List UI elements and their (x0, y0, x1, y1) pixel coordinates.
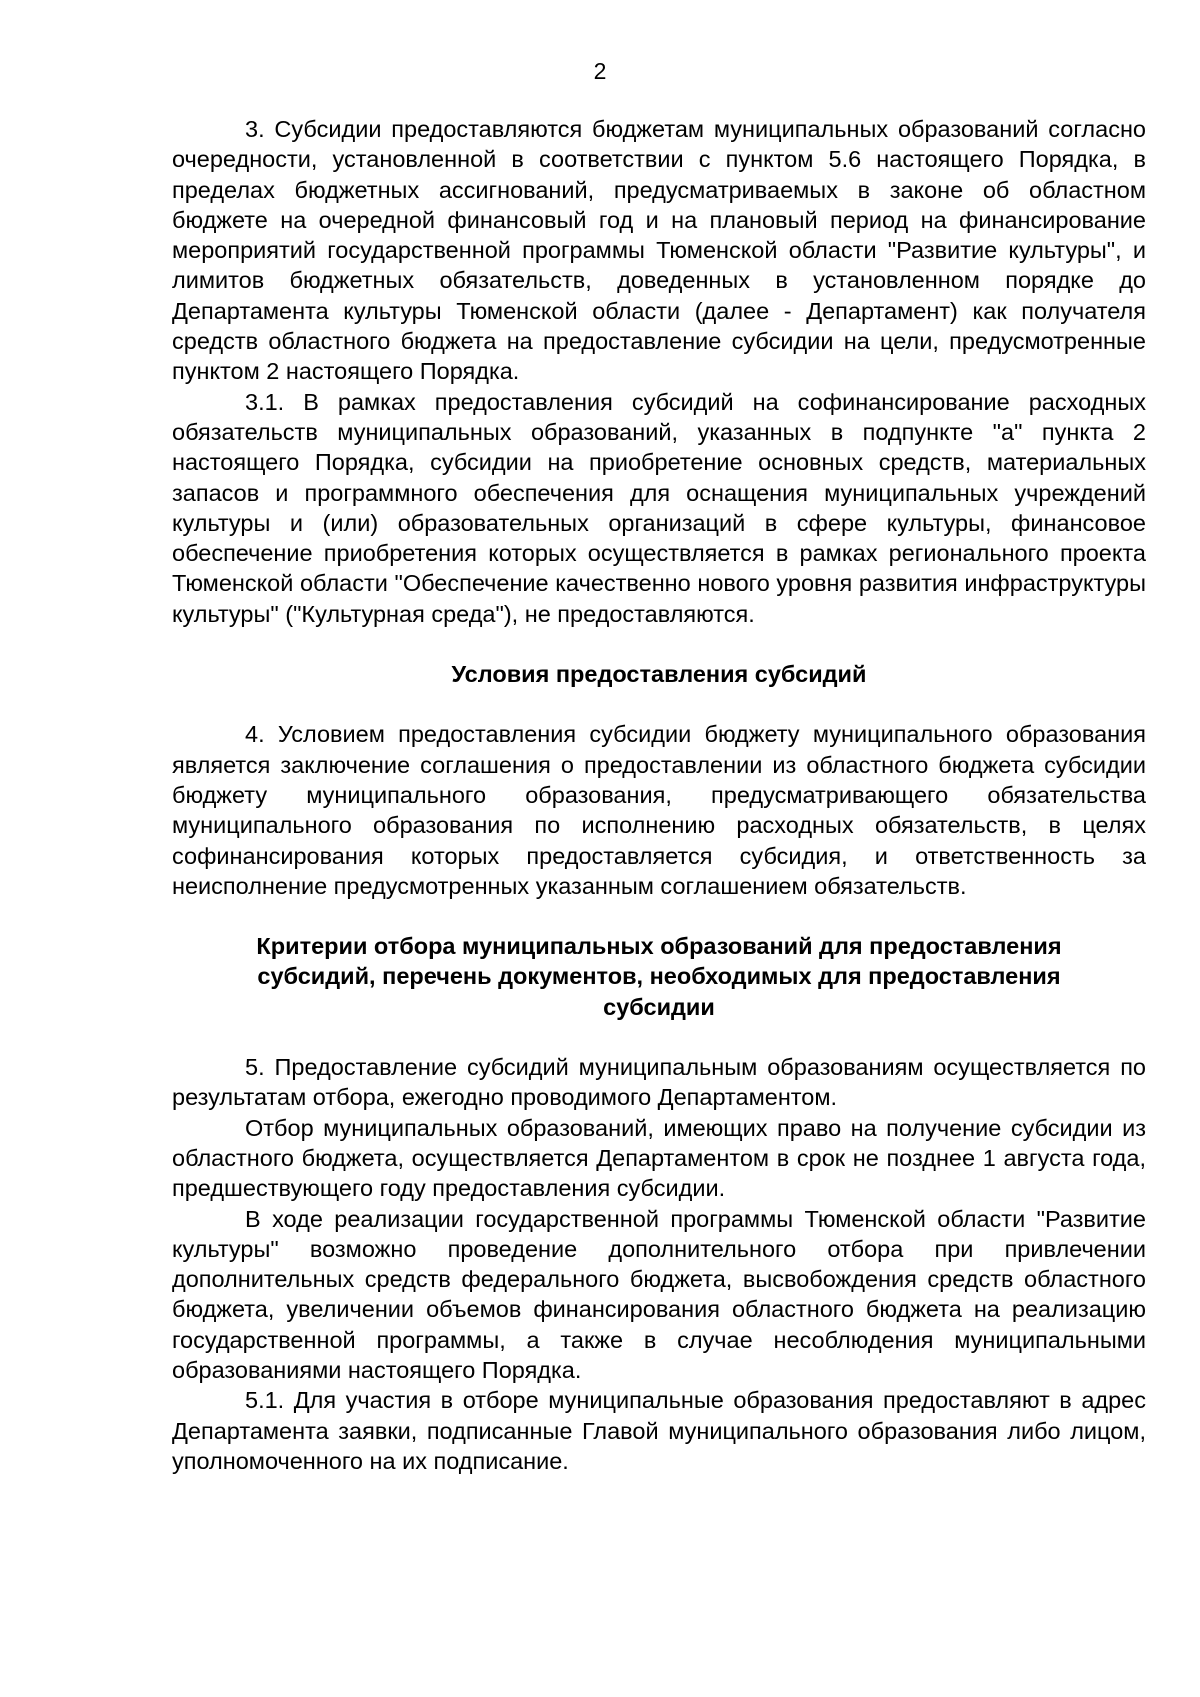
paragraph-5-1: 5.1. Для участия в отборе муниципальные образования предоставляют в адрес Департамента заявки, подписанные Главой муниципального образования либо лицом, уполномоченного на их подписание. (172, 1387, 1146, 1474)
paragraph-5-additional: В ходе реализации государственной программы Тюменской области "Развитие культуры" возможно проведение дополнительного отбора при привлечении дополнительных средств федерального бюджета, высвобождения средств областного бюджета, увеличении объемов финансирования областного бюджета на реализацию государственной программы, а также в случае несоблюдения муниципальными образованиями настоящего Порядка. (172, 1205, 1146, 1383)
heading-conditions: Условия предоставления субсидий (451, 661, 867, 688)
paragraph-5-selection: Отбор муниципальных образований, имеющих право на получение субсидии из областного бюджета, осуществляется Департаментом в срок не позднее 1 августа года, предшествующего году предоставления субсидии. (172, 1114, 1146, 1202)
heading-criteria-line-2: субсидий, перечень документов, необходимых для предоставления (257, 963, 1061, 990)
paragraph-3-1: 3.1. В рамках предоставления субсидий на софинансирование расходных обязательств муниципальных образований, указанных в подпункте "а" пункта 2 настоящего Порядка, субсидии на приобретение основных средств, материальных запасов и программного обеспечения для оснащения муниципальных учреждений культуры и (или) образовательных организаций в сфере культуры, финансовое обеспечение приобретения которых осуществляется в рамках регионального проекта Тюменской области "Обеспечение качественно нового уровня развития инфраструктуры культуры" ("Культурная среда"), не предоставляются. (172, 388, 1146, 627)
paragraph-4: 4. Условием предоставления субсидии бюджету муниципального образования является заключение соглашения о предоставлении из областного бюджета субсидии бюджету муниципального образования, предусматривающего обязательства муниципального образования по исполнению расходных обязательств, в целях софинансирования которых предоставляется субсидия, и ответственность за неисполнение предусмотренных указанным соглашением обязательств. (172, 721, 1146, 899)
page-number: 2 (593, 58, 607, 84)
paragraph-5: 5. Предоставление субсидий муниципальным образованиям осуществляется по результатам отбора, ежегодно проводимого Департаментом. (172, 1054, 1146, 1111)
document-body (172, 114, 1146, 1476)
paragraph-3: 3. Субсидии предоставляются бюджетам муниципальных образований согласно очередности, установленной в соответствии с пунктом 5.6 настоящего Порядка, в пределах бюджетных ассигнований, предусматриваемых в законе об областном бюджете на очередной финансовый год и на плановый период на финансирование мероприятий государственной программы Тюменской области "Развитие культуры", и лимитов бюджетных обязательств, доведенных в установленном порядке до Департамента культуры Тюменской области (далее - Департамент) как получателя средств областного бюджета на предоставление субсидии на цели, предусмотренные пунктом 2 настоящего Порядка. (172, 116, 1146, 385)
heading-criteria-line-1: Критерии отбора муниципальных образований для предоставления (256, 933, 1062, 960)
heading-criteria-line-3: субсидии (603, 993, 715, 1020)
heading-criteria (172, 931, 1146, 1022)
